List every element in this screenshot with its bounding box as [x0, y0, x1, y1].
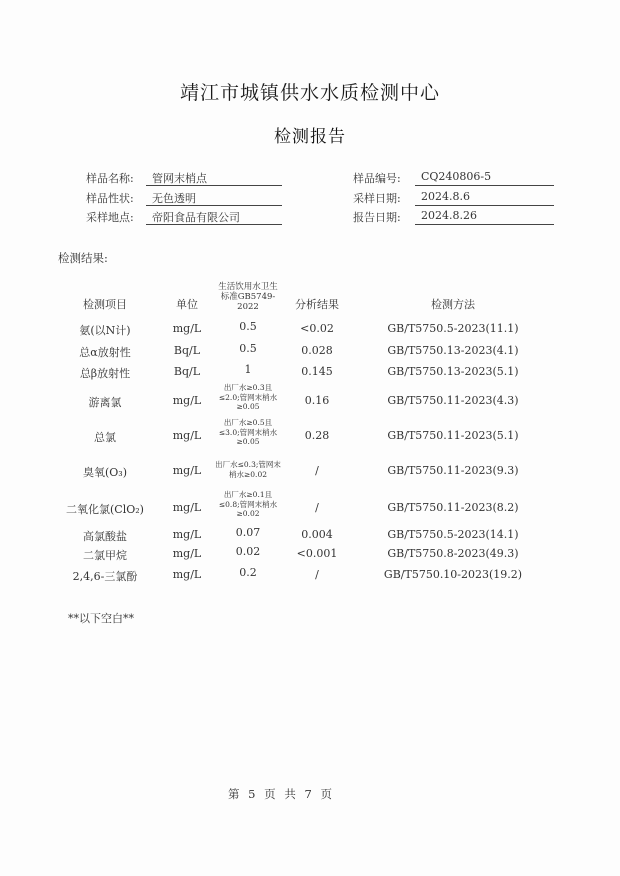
sample-name-value: 管网末梢点	[146, 170, 282, 186]
row-item: 高氯酸盐	[83, 530, 127, 543]
row-method: GB/T5750.5-2023(14.1)	[387, 528, 519, 541]
sample-no-value: CQ240806-5	[415, 170, 554, 186]
row-standard: 0.2	[239, 566, 257, 579]
row-unit: mg/L	[172, 568, 202, 581]
report-date-value: 2024.8.26	[415, 209, 554, 225]
row-result: 0.145	[301, 365, 333, 378]
row-result: <0.02	[300, 322, 334, 335]
row-method: GB/T5750.11-2023(4.3)	[387, 394, 519, 407]
row-method: GB/T5750.13-2023(4.1)	[387, 344, 519, 357]
row-standard: 0.07	[235, 526, 261, 539]
sampling-site-value: 帝阳食品有限公司	[146, 209, 282, 225]
row-unit: mg/L	[172, 322, 202, 335]
header-item: 检测项目	[83, 298, 127, 311]
row-item: 总β放射性	[79, 367, 131, 380]
row-unit: mg/L	[172, 547, 202, 560]
row-item: 总氯	[94, 431, 116, 444]
sample-no-label: 样品编号:	[353, 172, 401, 185]
sample-state-value: 无色透明	[146, 190, 282, 206]
report-date-label: 报告日期:	[353, 211, 401, 224]
row-unit: Bq/L	[173, 344, 201, 357]
sample-state-label: 样品性状:	[86, 192, 134, 205]
row-result: /	[315, 464, 319, 477]
row-standard: 出厂水≤0.3;管网末梢水≥0.02	[215, 460, 281, 479]
row-item: 游离氯	[88, 396, 122, 409]
row-unit: Bq/L	[173, 365, 201, 378]
row-method: GB/T5750.8-2023(49.3)	[387, 547, 519, 560]
blank-below-note: **以下空白**	[68, 612, 134, 625]
table-header	[55, 282, 575, 322]
row-result: /	[315, 501, 319, 514]
row-method: GB/T5750.10-2023(19.2)	[383, 568, 523, 581]
row-unit: mg/L	[172, 429, 202, 442]
row-unit: mg/L	[172, 464, 202, 477]
row-standard: 出厂水≥0.3且≤2.0;管网末梢水≥0.05	[218, 383, 278, 411]
row-method: GB/T5750.5-2023(11.1)	[387, 322, 519, 335]
header-standard: 生活饮用水卫生标准GB5749-2022	[218, 282, 278, 312]
row-result: 0.28	[304, 429, 330, 442]
page-number: 第 5 页 共 7 页	[228, 787, 332, 801]
row-result: 0.16	[304, 394, 330, 407]
row-item: 总α放射性	[79, 346, 131, 359]
row-standard: 1	[244, 363, 252, 376]
results-label: 检测结果:	[58, 251, 108, 265]
sampling-date-label: 采样日期:	[353, 192, 401, 205]
header-result: 分析结果	[295, 298, 339, 311]
row-standard: 0.5	[239, 320, 257, 333]
row-method: GB/T5750.11-2023(9.3)	[387, 464, 519, 477]
row-result: 0.004	[301, 528, 333, 541]
row-unit: mg/L	[172, 501, 202, 514]
row-method: GB/T5750.11-2023(8.2)	[387, 501, 519, 514]
row-item: 二氧化氯(ClO₂)	[66, 503, 144, 516]
report-title: 检测报告	[274, 127, 346, 147]
row-result: /	[315, 568, 319, 581]
row-standard: 0.02	[235, 545, 261, 558]
row-item: 氨(以N计)	[79, 324, 131, 337]
sampling-site-label: 采样地点:	[86, 211, 134, 224]
row-standard: 出厂水≥0.1且≤0.8;管网末梢水≥0.02	[218, 490, 278, 518]
header-unit: 单位	[176, 298, 198, 311]
org-title: 靖江市城镇供水水质检测中心	[179, 82, 440, 104]
row-item: 臭氧(O₃)	[82, 466, 127, 479]
header-method: 检测方法	[431, 298, 475, 311]
row-standard: 0.5	[239, 342, 257, 355]
info-row-3	[0, 209, 620, 227]
info-row-1	[0, 170, 620, 188]
row-item: 2,4,6-三氯酚	[72, 570, 138, 583]
row-method: GB/T5750.11-2023(5.1)	[387, 429, 519, 442]
row-result: <0.001	[296, 547, 338, 560]
sampling-date-value: 2024.8.6	[415, 190, 554, 206]
row-standard: 出厂水≥0.5且≤3.0;管网末梢水≥0.05	[218, 418, 278, 446]
row-item: 二氯甲烷	[83, 549, 127, 562]
row-unit: mg/L	[172, 394, 202, 407]
row-result: 0.028	[301, 344, 333, 357]
row-method: GB/T5750.13-2023(5.1)	[387, 365, 519, 378]
info-row-2	[0, 190, 620, 208]
row-unit: mg/L	[172, 528, 202, 541]
sample-name-label: 样品名称:	[86, 172, 134, 185]
